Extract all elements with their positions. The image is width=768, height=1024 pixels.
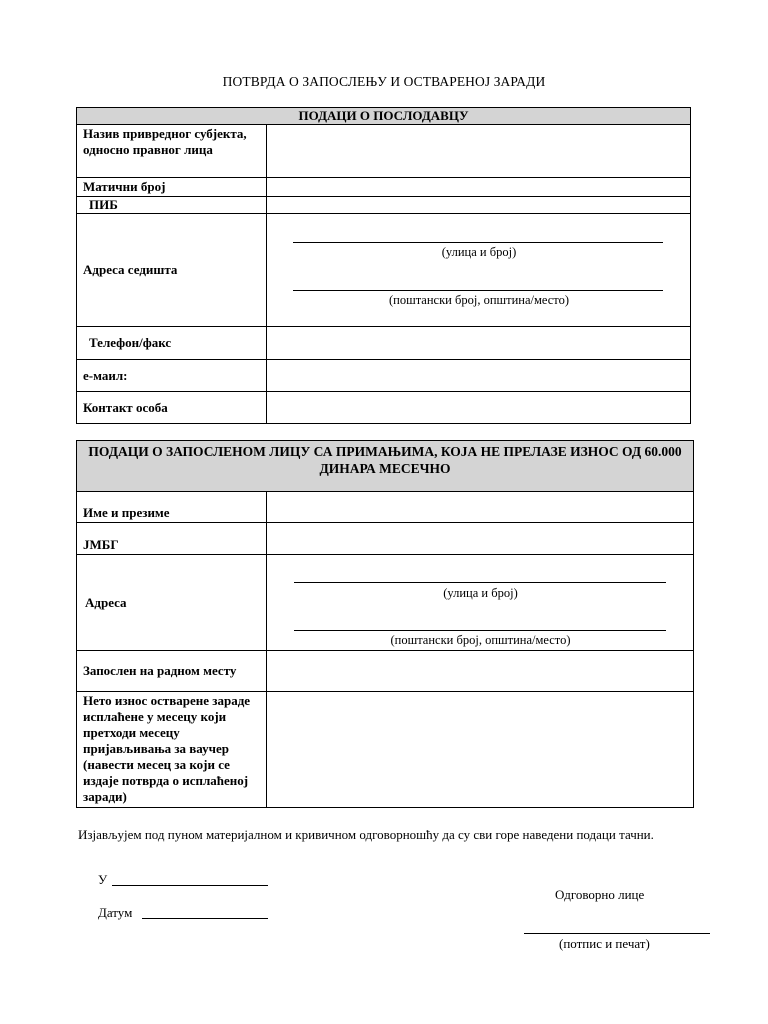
- employee-jmbg-label: ЈМБГ: [77, 523, 267, 555]
- employer-table: [76, 107, 691, 424]
- employee-postal-line: [294, 630, 666, 631]
- employee-salary-label: Нето износ остварене зараде исплаћене у месецу који претходи месецу пријављивања за ваучер (навести месец за који се издаје потврда о исплаћеној заради): [77, 692, 267, 808]
- declaration-text: Изјављујем под пуном материјалном и кривичном одговорношћу да су сви горе наведени подаци тачни.: [78, 827, 654, 842]
- employer-contact-label: Контакт особа: [77, 392, 267, 424]
- employer-address-field[interactable]: [267, 214, 691, 327]
- employer-address-label: Адреса седишта: [77, 214, 267, 327]
- document-title: ПОТВРДА О ЗАПОСЛЕЊУ И ОСТВАРЕНОЈ ЗАРАДИ: [222, 74, 546, 89]
- employee-section-header: ПОДАЦИ О ЗАПОСЛЕНОМ ЛИЦУ СА ПРИМАЊИМА, КОЈА НЕ ПРЕЛАЗЕ ИЗНОС ОД 60.000 ДИНАРА МЕСЕЧНО: [77, 441, 694, 492]
- employer-phone-label: Телефон/факс: [77, 327, 267, 360]
- employer-name-field[interactable]: [267, 125, 691, 178]
- employer-street-caption: (улица и број): [441, 245, 517, 259]
- employee-salary-field[interactable]: [267, 692, 694, 808]
- employee-jmbg-field[interactable]: [267, 523, 694, 555]
- employer-pib-label: ПИБ: [77, 197, 267, 214]
- place-label: У: [98, 872, 108, 887]
- employee-position-field[interactable]: [267, 651, 694, 692]
- date-label: Датум: [98, 905, 133, 920]
- signature-field[interactable]: [524, 933, 710, 934]
- employer-street-line: [293, 242, 663, 243]
- employee-table: [76, 440, 694, 808]
- employee-address-field[interactable]: [267, 555, 694, 651]
- employer-postal-caption: (поштански број, општина/место): [388, 293, 570, 307]
- signature-caption: (потпис и печат): [559, 936, 650, 951]
- place-field[interactable]: [112, 885, 268, 886]
- employer-email-label: е-маил:: [77, 360, 267, 392]
- employer-email-field[interactable]: [267, 360, 691, 392]
- employer-postal-line: [293, 290, 663, 291]
- employer-pib-field[interactable]: [267, 197, 691, 214]
- employer-phone-field[interactable]: [267, 327, 691, 360]
- employer-section-header: ПОДАЦИ О ПОСЛОДАВЦУ: [77, 108, 691, 125]
- employee-postal-caption: (поштански број, општина/место): [390, 633, 571, 647]
- employer-name-label: Назив привредног субјекта, односно правног лица: [77, 125, 267, 178]
- date-field[interactable]: [142, 918, 268, 919]
- employee-street-caption: (улица и број): [443, 586, 518, 600]
- employer-reg-number-label: Матични број: [77, 178, 267, 197]
- employee-address-label: Адреса: [77, 555, 267, 651]
- employee-street-line: [294, 582, 666, 583]
- employer-reg-number-field[interactable]: [267, 178, 691, 197]
- responsible-person-label: Одговорно лице: [555, 887, 645, 902]
- employee-name-field[interactable]: [267, 492, 694, 523]
- employer-contact-field[interactable]: [267, 392, 691, 424]
- employee-position-label: Запослен на радном месту: [77, 651, 267, 692]
- employee-name-label: Име и презиме: [77, 492, 267, 523]
